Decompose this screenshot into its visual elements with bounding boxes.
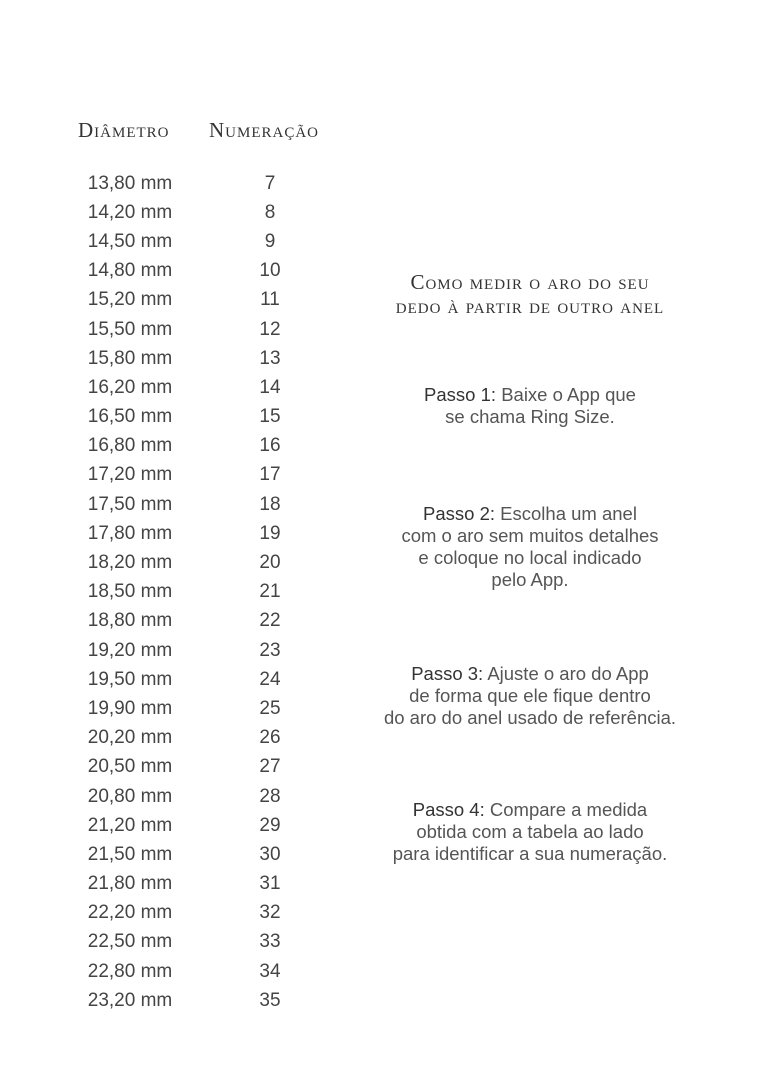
table-row — [60, 315, 340, 344]
diameter-cell: 21,50 mm — [87, 843, 173, 865]
step-line: pelo App. — [491, 569, 569, 590]
table-row — [60, 344, 340, 373]
number-cell: 26 — [259, 727, 281, 749]
title-line: Como medir o aro do seu — [410, 270, 650, 294]
number-cell: 14 — [259, 376, 281, 398]
diameter-cell: 15,50 mm — [87, 318, 173, 340]
table-row — [60, 986, 340, 1015]
diameter-cell: 14,50 mm — [87, 230, 173, 252]
table-row — [60, 403, 340, 432]
diameter-cell: 16,20 mm — [87, 376, 173, 398]
step-line: do aro do anel usado de referência. — [383, 707, 677, 728]
step-label: Passo 2: — [423, 503, 496, 524]
diameter-cell: 13,80 mm — [87, 172, 173, 194]
number-cell: 13 — [259, 347, 281, 369]
step-line: com o aro sem muitos detalhes — [401, 525, 659, 546]
diameter-cell: 15,20 mm — [87, 289, 173, 311]
diameter-cell: 16,50 mm — [87, 406, 173, 428]
table-row — [60, 694, 340, 723]
table-row — [60, 227, 340, 256]
diameter-cell: 20,50 mm — [87, 756, 173, 778]
step-label: Passo 4: — [412, 799, 485, 820]
table-row — [60, 578, 340, 607]
table-row — [60, 811, 340, 840]
step-line: e coloque no local indicado — [418, 547, 642, 568]
step-2 — [340, 503, 720, 591]
table-row — [60, 169, 340, 198]
number-cell: 33 — [259, 931, 281, 953]
diameter-cell: 21,80 mm — [87, 873, 173, 895]
step-line: de forma que ele fique dentro — [409, 685, 651, 706]
table-row — [60, 432, 340, 461]
diameter-cell: 19,90 mm — [87, 697, 173, 719]
table-row — [60, 753, 340, 782]
diameter-cell: 15,80 mm — [87, 347, 173, 369]
table-row — [60, 870, 340, 899]
table-row — [60, 607, 340, 636]
table-row — [60, 548, 340, 577]
number-cell: 30 — [259, 843, 281, 865]
diameter-cell: 17,50 mm — [87, 493, 173, 515]
number-cell: 34 — [259, 960, 281, 982]
number-cell: 19 — [259, 522, 281, 544]
table-row — [60, 928, 340, 957]
table-row — [60, 782, 340, 811]
step-text: Baixe o App que — [501, 384, 636, 405]
step-line — [340, 503, 720, 525]
table-row — [60, 373, 340, 402]
step-text: Compare a medida — [489, 799, 648, 820]
step-line: para identificar a sua numeração. — [392, 843, 668, 864]
diameter-cell: 18,20 mm — [87, 552, 173, 574]
number-cell: 10 — [259, 260, 281, 282]
step-1 — [340, 384, 720, 428]
number-cell: 27 — [259, 756, 281, 778]
header-diameter: Diâmetro — [78, 118, 170, 142]
table-row — [60, 461, 340, 490]
diameter-cell: 19,50 mm — [87, 668, 173, 690]
step-4 — [340, 799, 720, 865]
step-line: obtida com a tabela ao lado — [416, 821, 644, 842]
diameter-cell: 19,20 mm — [87, 639, 173, 661]
diameter-cell: 22,50 mm — [87, 931, 173, 953]
diameter-cell: 22,80 mm — [87, 960, 173, 982]
step-line — [340, 663, 720, 685]
number-cell: 20 — [259, 552, 281, 574]
number-cell: 18 — [259, 493, 281, 515]
instructions-title — [340, 270, 720, 318]
diameter-cell: 20,80 mm — [87, 785, 173, 807]
diameter-cell: 18,50 mm — [87, 581, 173, 603]
number-cell: 7 — [264, 172, 276, 194]
step-text: Ajuste o aro do App — [487, 663, 649, 684]
diameter-cell: 23,20 mm — [87, 989, 173, 1011]
number-cell: 21 — [259, 581, 281, 603]
table-row — [60, 286, 340, 315]
number-cell: 17 — [259, 464, 281, 486]
table-row — [60, 724, 340, 753]
number-cell: 28 — [259, 785, 281, 807]
table-row — [60, 519, 340, 548]
step-line: se chama Ring Size. — [445, 406, 615, 427]
number-cell: 29 — [259, 814, 281, 836]
diameter-cell: 22,20 mm — [87, 902, 173, 924]
diameter-cell: 20,20 mm — [87, 727, 173, 749]
step-line — [340, 799, 720, 821]
number-cell: 8 — [264, 201, 276, 223]
number-cell: 12 — [259, 318, 281, 340]
table-row — [60, 636, 340, 665]
number-cell: 23 — [259, 639, 281, 661]
number-cell: 25 — [259, 697, 281, 719]
size-table — [60, 169, 340, 1015]
diameter-cell: 17,20 mm — [87, 464, 173, 486]
step-line — [340, 384, 720, 406]
number-cell: 11 — [260, 289, 280, 311]
table-row — [60, 665, 340, 694]
number-cell: 24 — [259, 668, 281, 690]
diameter-cell: 17,80 mm — [87, 522, 173, 544]
diameter-cell: 14,80 mm — [87, 260, 173, 282]
table-row — [60, 899, 340, 928]
header-number: Numeração — [209, 118, 320, 142]
number-cell: 31 — [259, 873, 281, 895]
diameter-cell: 21,20 mm — [87, 814, 173, 836]
number-cell: 22 — [259, 610, 281, 632]
title-line: dedo à partir de outro anel — [395, 294, 665, 318]
diameter-cell: 14,20 mm — [87, 201, 173, 223]
step-text: Escolha um anel — [500, 503, 637, 524]
number-cell: 9 — [264, 230, 276, 252]
table-row — [60, 198, 340, 227]
table-row — [60, 840, 340, 869]
step-label: Passo 3: — [411, 663, 484, 684]
diameter-cell: 18,80 mm — [87, 610, 173, 632]
table-row — [60, 957, 340, 986]
number-cell: 32 — [259, 902, 281, 924]
table-row — [60, 257, 340, 286]
number-cell: 15 — [259, 406, 281, 428]
step-3 — [340, 663, 720, 729]
number-cell: 16 — [259, 435, 281, 457]
table-row — [60, 490, 340, 519]
step-label: Passo 1: — [424, 384, 497, 405]
diameter-cell: 16,80 mm — [87, 435, 173, 457]
number-cell: 35 — [259, 989, 281, 1011]
